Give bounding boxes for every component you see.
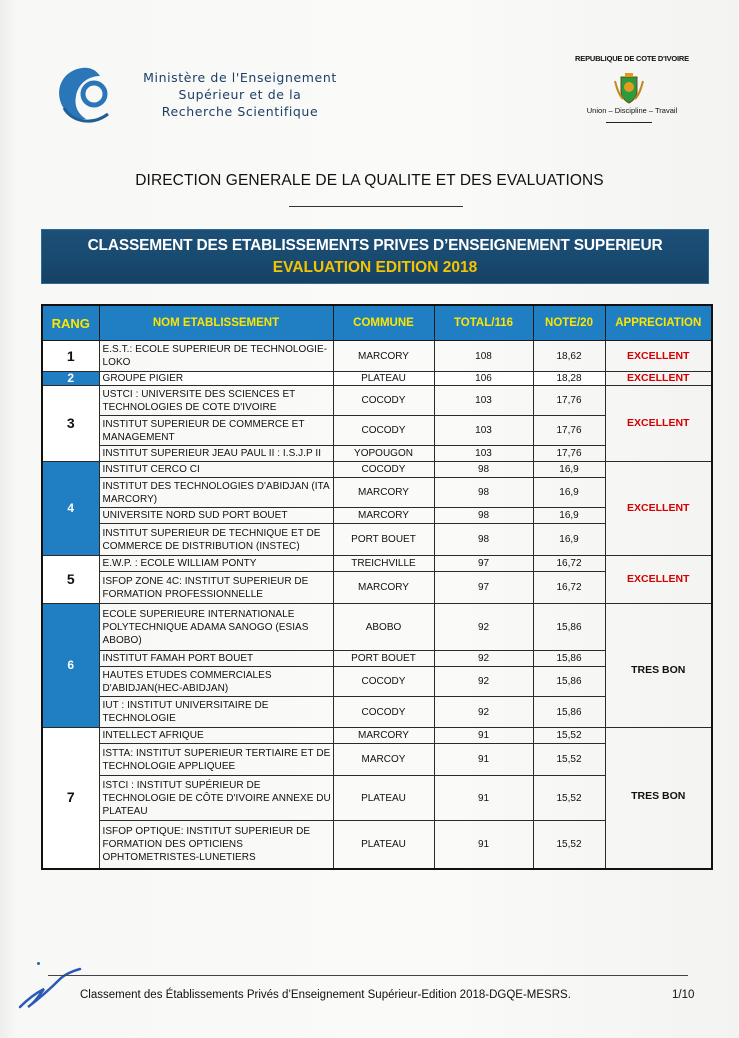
note-cell: 17,76 xyxy=(533,416,605,446)
table-row xyxy=(42,728,712,744)
rank-cell: 2 xyxy=(42,372,99,386)
rank-cell: 3 xyxy=(42,386,99,462)
commune-cell: MARCORY xyxy=(333,728,434,744)
header-commune: COMMUNE xyxy=(333,305,434,341)
footer-rule xyxy=(48,975,688,976)
total-cell: 97 xyxy=(434,572,533,604)
direction-underline xyxy=(289,206,463,207)
banner-subtitle: EVALUATION EDITION 2018 xyxy=(272,259,478,276)
total-cell: 98 xyxy=(434,462,533,478)
establishment-name-cell: INSTITUT SUPERIEUR DE TECHNIQUE ET DE COMMERCE DE DISTRIBUTION (INSTEC) xyxy=(99,524,333,556)
commune-cell: TREICHVILLE xyxy=(333,556,434,572)
ministry-logo xyxy=(52,62,124,128)
ministry-line-3: Recherche Scientifique xyxy=(161,104,319,119)
total-cell: 103 xyxy=(434,386,533,416)
commune-cell: PLATEAU xyxy=(333,372,434,386)
header-note: NOTE/20 xyxy=(533,305,605,341)
establishment-name-cell: GROUPE PIGIER xyxy=(99,372,333,386)
table-row xyxy=(42,462,712,478)
page-number: 1/10 xyxy=(672,989,695,1001)
rank-cell: 7 xyxy=(42,728,99,869)
establishment-name-cell: E.S.T.: ECOLE SUPERIEUR DE TECHNOLOGIE-LOKO xyxy=(99,341,333,372)
establishment-name-cell: INSTITUT SUPERIEUR JEAU PAUL II : I.S.J.P II xyxy=(99,446,333,462)
commune-cell: MARCOY xyxy=(333,744,434,776)
note-cell: 16,9 xyxy=(533,478,605,508)
note-cell: 17,76 xyxy=(533,446,605,462)
establishment-name-cell: INSTITUT CERCO CI xyxy=(99,462,333,478)
commune-cell: PORT BOUET xyxy=(333,524,434,556)
total-cell: 98 xyxy=(434,508,533,524)
banner-title: CLASSEMENT DES ETABLISSEMENTS PRIVES D’ENSEIGNEMENT SUPERIEUR xyxy=(87,237,663,254)
establishment-name-cell: UNIVERSITE NORD SUD PORT BOUET xyxy=(99,508,333,524)
note-cell: 15,52 xyxy=(533,821,605,869)
footer-text: Classement des Établissements Privés d’Enseignement Supérieur-Edition 2018-DGQE-MESRS. xyxy=(80,989,571,1001)
total-cell: 92 xyxy=(434,667,533,697)
table-row xyxy=(42,604,712,651)
coat-of-arms-icon xyxy=(613,71,645,105)
header-nom: NOM ETABLISSEMENT xyxy=(99,305,333,341)
rank-cell: 5 xyxy=(42,556,99,604)
commune-cell: PORT BOUET xyxy=(333,651,434,667)
table-row xyxy=(42,341,712,372)
header-rang: RANG xyxy=(42,305,99,341)
note-cell: 17,76 xyxy=(533,386,605,416)
total-cell: 92 xyxy=(434,697,533,728)
ministry-line-2: Supérieur et de la xyxy=(178,87,302,102)
establishment-name-cell: ISFOP OPTIQUE: INSTITUT SUPERIEUR DE FORMATION DES OPTICIENS OPHTOMETRISTES-LUNETIERS xyxy=(99,821,333,869)
total-cell: 97 xyxy=(434,556,533,572)
total-cell: 108 xyxy=(434,341,533,372)
establishment-name-cell: ISTTA: INSTITUT SUPERIEUR TERTIAIRE ET DE TECHNOLOGIE APPLIQUEE xyxy=(99,744,333,776)
total-cell: 103 xyxy=(434,416,533,446)
note-cell: 18,62 xyxy=(533,341,605,372)
table-row xyxy=(42,386,712,416)
total-cell: 91 xyxy=(434,728,533,744)
commune-cell: ABOBO xyxy=(333,604,434,651)
title-banner xyxy=(41,229,709,284)
table-row xyxy=(42,556,712,572)
note-cell: 15,86 xyxy=(533,651,605,667)
header-total: TOTAL/116 xyxy=(434,305,533,341)
signature-mark xyxy=(14,955,94,1015)
establishment-name-cell: E.W.P. : ECOLE WILLIAM PONTY xyxy=(99,556,333,572)
note-cell: 18,28 xyxy=(533,372,605,386)
motto-underline xyxy=(606,122,652,123)
total-cell: 92 xyxy=(434,651,533,667)
total-cell: 91 xyxy=(434,821,533,869)
note-cell: 16,72 xyxy=(533,572,605,604)
establishment-name-cell: INSTITUT FAMAH PORT BOUET xyxy=(99,651,333,667)
header-appreciation: APPRECIATION xyxy=(605,305,712,341)
note-cell: 15,86 xyxy=(533,604,605,651)
commune-cell: MARCORY xyxy=(333,508,434,524)
appreciation-cell: EXCELLENT xyxy=(605,556,712,604)
republic-title: REPUBLIQUE DE COTE D'IVOIRE xyxy=(575,54,689,63)
establishment-name-cell: ECOLE SUPERIEURE INTERNATIONALE POLYTECHNIQUE ADAMA SANOGO (ESIAS ABOBO) xyxy=(99,604,333,651)
total-cell: 91 xyxy=(434,776,533,821)
commune-cell: COCODY xyxy=(333,697,434,728)
note-cell: 15,52 xyxy=(533,776,605,821)
republic-motto: Union – Discipline – Travail xyxy=(586,106,678,115)
note-cell: 15,86 xyxy=(533,667,605,697)
note-cell: 16,9 xyxy=(533,462,605,478)
establishment-name-cell: INSTITUT DES TECHNOLOGIES D'ABIDJAN (ITA MARCORY) xyxy=(99,478,333,508)
establishment-name-cell: INTELLECT AFRIQUE xyxy=(99,728,333,744)
appreciation-cell: EXCELLENT xyxy=(605,341,712,372)
appreciation-cell: TRES BON xyxy=(605,728,712,869)
commune-cell: COCODY xyxy=(333,667,434,697)
establishment-name-cell: ISTCI : INSTITUT SUPÉRIEUR DE TECHNOLOGIE DE CÔTE D'IVOIRE ANNEXE DU PLATEAU xyxy=(99,776,333,821)
appreciation-cell: EXCELLENT xyxy=(605,372,712,386)
establishment-name-cell: HAUTES ETUDES COMMERCIALES D'ABIDJAN(HEC-ABIDJAN) xyxy=(99,667,333,697)
direction-title: DIRECTION GENERALE DE LA QUALITE ET DES EVALUATIONS xyxy=(135,172,604,189)
appreciation-cell: TRES BON xyxy=(605,604,712,728)
total-cell: 98 xyxy=(434,524,533,556)
commune-cell: MARCORY xyxy=(333,478,434,508)
ministry-line-1: Ministère de l'Enseignement xyxy=(143,70,337,85)
establishment-name-cell: ISFOP ZONE 4C: INSTITUT SUPERIEUR DE FORMATION PROFESSIONNELLE xyxy=(99,572,333,604)
establishment-name-cell: USTCI : UNIVERSITE DES SCIENCES ET TECHNOLOGIES DE COTE D'IVOIRE xyxy=(99,386,333,416)
table-row xyxy=(42,372,712,386)
ministry-name xyxy=(120,69,360,120)
table-body xyxy=(42,341,712,869)
rank-cell: 6 xyxy=(42,604,99,728)
note-cell: 16,9 xyxy=(533,508,605,524)
rank-cell: 4 xyxy=(42,462,99,556)
note-cell: 15,52 xyxy=(533,744,605,776)
total-cell: 92 xyxy=(434,604,533,651)
table-header-row xyxy=(42,305,712,341)
commune-cell: YOPOUGON xyxy=(333,446,434,462)
note-cell: 16,9 xyxy=(533,524,605,556)
establishment-name-cell: INSTITUT SUPERIEUR DE COMMERCE ET MANAGEMENT xyxy=(99,416,333,446)
note-cell: 15,52 xyxy=(533,728,605,744)
appreciation-cell: EXCELLENT xyxy=(605,386,712,462)
commune-cell: MARCORY xyxy=(333,572,434,604)
total-cell: 98 xyxy=(434,478,533,508)
ranking-table xyxy=(41,304,713,870)
commune-cell: PLATEAU xyxy=(333,821,434,869)
appreciation-cell: EXCELLENT xyxy=(605,462,712,556)
note-cell: 15,86 xyxy=(533,697,605,728)
commune-cell: COCODY xyxy=(333,386,434,416)
note-cell: 16,72 xyxy=(533,556,605,572)
establishment-name-cell: IUT : INSTITUT UNIVERSITAIRE DE TECHNOLOGIE xyxy=(99,697,333,728)
commune-cell: COCODY xyxy=(333,416,434,446)
total-cell: 103 xyxy=(434,446,533,462)
total-cell: 106 xyxy=(434,372,533,386)
commune-cell: MARCORY xyxy=(333,341,434,372)
commune-cell: COCODY xyxy=(333,462,434,478)
total-cell: 91 xyxy=(434,744,533,776)
rank-cell: 1 xyxy=(42,341,99,372)
commune-cell: PLATEAU xyxy=(333,776,434,821)
